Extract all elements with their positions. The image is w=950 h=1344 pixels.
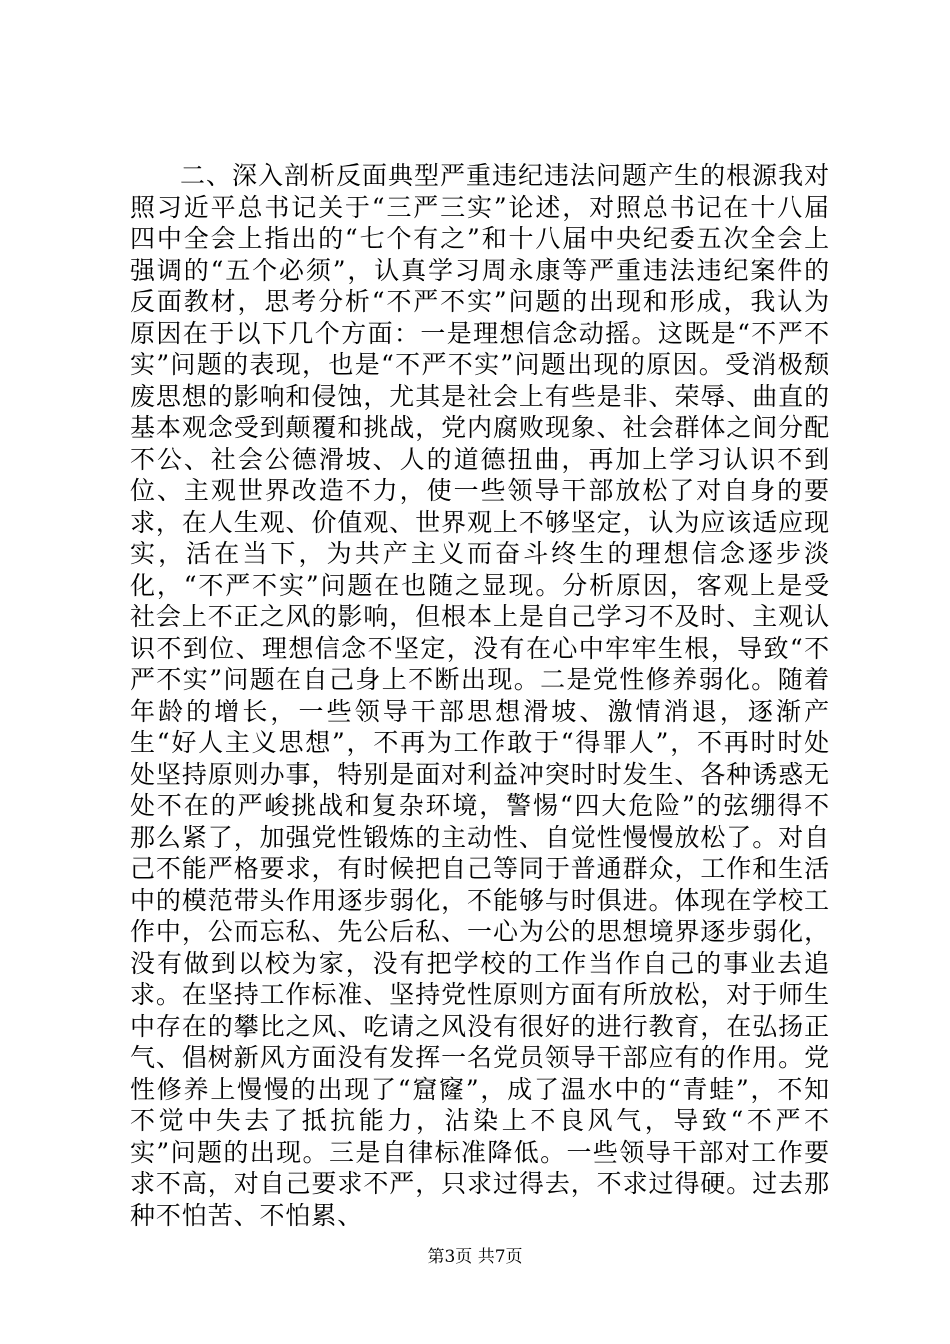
page-number-footer: 第3页 共7页	[427, 1247, 523, 1267]
body-paragraph: 二、深入剖析反面典型严重违纪违法问题产生的根源我对照习近平总书记关于“三严三实”论述，对照总书记在十八届四中全会上指出的“七个有之”和十八届中央纪委五次全会上强调的“五个必须”，认真学习周永康等严重违法违纪案件的反面教材，思考分析“不严不实”问题的出现和形成，我认为原因在于以下几个方面：一是理想信念动摇。这既是“不严不实”问题的表现，也是“不严不实”问题出现的原因。受消极颓废思想的影响和侵蚀，尤其是社会上有些是非、荣辱、曲直的基本观念受到颠覆和挑战，党内腐败现象、社会群体之间分配不公、社会公德滑坡、人的道德扭曲，再加上学习认识不到位、主观世界改造不力，使一些领导干部放松了对自身的要求，在人生观、价值观、世界观上不够坚定，认为应该适应现实，活在当下，为共产主义而奋斗终生的理想信念逐步淡化，“不严不实”问题在也随之显现。分析原因，客观上是受社会上不正之风的影响，但根本上是自己学习不及时、主观认识不到位、理想信念不坚定，没有在心中牢牢生根，导致“不严不实”问题在自己身上不断出现。二是党性修养弱化。随着年龄的增长，一些领导干部思想滑坡、激情消退，逐渐产生“好人主义思想”，不再为工作敢于“得罪人”，不再时时处处坚持原则办事，特别是面对利益冲突时时发生、各种诱惑无处不在的严峻挑战和复杂环境，警惕“四大危险”的弦绷得不那么紧了，加强党性锻炼的主动性、自觉性慢慢放松了。对自己不能严格要求，有时候把自己等同于普通群众，工作和生活中的模范带头作用逐步弱化，不能够与时俱进。体现在学校工作中，公而忘私、先公后私、一心为公的思想境界逐步弱化，没有做到以校为家，没有把学校的工作当作自己的事业去追求。在坚持工作标准、坚持党性原则方面有所放松，对于师生中存在的攀比之风、吃请之风没有很好的进行教育，在弘扬正气、倡树新风方面没有发挥一名党员领导干部应有的作用。党性修养上慢慢的出现了“窟窿”，成了温水中的“青蛙”，不知不觉中失去了抵抗能力，沾染上不良风气，导致“不严不实”问题的出现。三是自律标准降低。一些领导干部对工作要求不高，对自己要求不严，只求过得去，不求过得硬。过去那种不怕苦、不怕累、	[130, 161, 830, 1230]
